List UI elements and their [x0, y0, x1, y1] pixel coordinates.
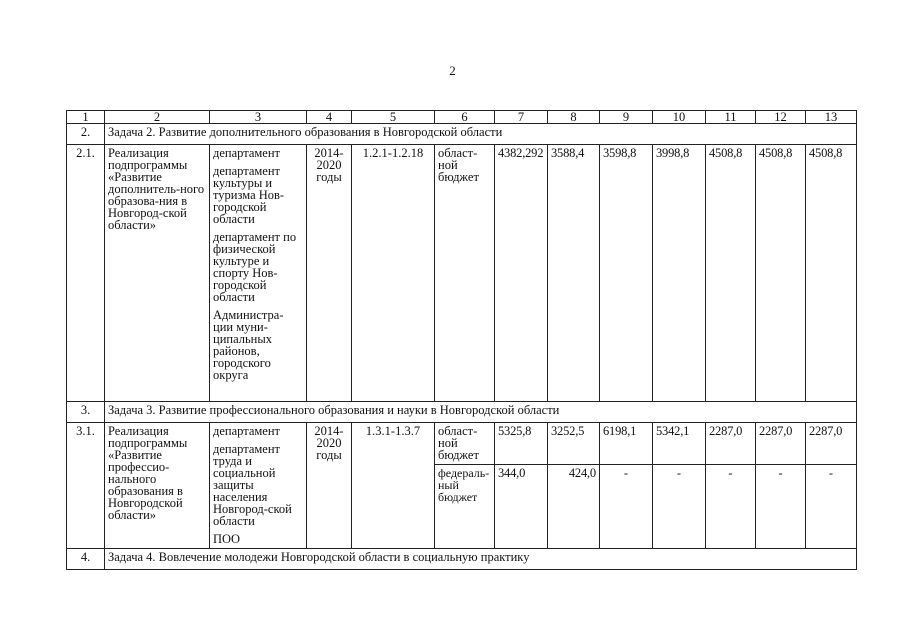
task-number: 4. — [67, 549, 105, 570]
header-cell: 13 — [806, 111, 857, 124]
task-title: Задача 2. Развитие дополнительного образования в Новгородской области — [105, 124, 857, 145]
executor: департамент труда и социальной защиты населения Новгород-ской области — [213, 442, 292, 528]
task-number: 3. — [67, 402, 105, 423]
value-cell: 2287,0 — [706, 423, 756, 465]
header-row — [67, 111, 857, 124]
value-cell: 3588,4 — [548, 145, 600, 402]
value-cell: 5342,1 — [653, 423, 706, 465]
header-cell: 11 — [706, 111, 756, 124]
period: 2014-2020 годы — [307, 423, 352, 549]
header-cell: 9 — [600, 111, 653, 124]
funding-source: федераль-ный бюджет — [435, 465, 495, 549]
header-cell: 2 — [105, 111, 210, 124]
executor: департамент по физической культуре и спорту Нов-городской области — [213, 230, 297, 304]
value-cell: 6198,1 — [600, 423, 653, 465]
header-cell: 10 — [653, 111, 706, 124]
executors-cell — [210, 145, 307, 402]
header-cell: 12 — [756, 111, 806, 124]
value-cell: - — [706, 465, 756, 549]
executors-cell — [210, 423, 307, 549]
activity-name: Реализация подпрограммы «Развитие профессио-нального образования в Новгородской области» — [105, 423, 210, 549]
header-cell: 8 — [548, 111, 600, 124]
executor: департамент — [213, 424, 281, 438]
value-cell: 2287,0 — [756, 423, 806, 465]
program-table — [66, 110, 857, 570]
header-cell: 6 — [435, 111, 495, 124]
value-cell: 2287,0 — [806, 423, 857, 465]
period: 2014-2020 годы — [307, 145, 352, 402]
header-cell: 4 — [307, 111, 352, 124]
header-cell: 5 — [352, 111, 435, 124]
value-cell: 424,0 — [548, 465, 600, 549]
header-cell: 1 — [67, 111, 105, 124]
value-cell: 3252,5 — [548, 423, 600, 465]
value-cell: 4508,8 — [706, 145, 756, 402]
row-number: 3.1. — [67, 423, 105, 549]
indicators: 1.2.1-1.2.18 — [352, 145, 435, 402]
header-cell: 7 — [495, 111, 548, 124]
table-row — [67, 145, 857, 402]
executor: департамент — [213, 146, 281, 160]
value-cell: 4508,8 — [756, 145, 806, 402]
page-number: 2 — [449, 63, 456, 78]
value-cell: - — [653, 465, 706, 549]
task-title: Задача 4. Вовлечение молодежи Новгородской области в социальную практику — [105, 549, 857, 570]
task-row — [67, 124, 857, 145]
value-cell: - — [756, 465, 806, 549]
value-cell: - — [806, 465, 857, 549]
row-number: 2.1. — [67, 145, 105, 402]
value-cell: - — [600, 465, 653, 549]
value-cell: 3598,8 — [600, 145, 653, 402]
executor: ПОО — [213, 532, 241, 546]
task-title: Задача 3. Развитие профессионального образования и науки в Новгородской области — [105, 402, 857, 423]
task-row — [67, 402, 857, 423]
funding-source: област-ной бюджет — [435, 423, 495, 465]
indicators: 1.3.1-1.3.7 — [352, 423, 435, 549]
funding-source: област-ной бюджет — [435, 145, 495, 402]
task-number: 2. — [67, 124, 105, 145]
executor: департамент культуры и туризма Нов-городской области — [213, 164, 285, 226]
value-cell: 4382,292 — [495, 145, 548, 402]
value-cell: 5325,8 — [495, 423, 548, 465]
executor: Администра-ции муни-ципальных районов, городского округа — [213, 308, 284, 382]
task-row — [67, 549, 857, 570]
header-cell: 3 — [210, 111, 307, 124]
table-row — [67, 423, 857, 465]
value-cell: 3998,8 — [653, 145, 706, 402]
value-cell: 4508,8 — [806, 145, 857, 402]
value-cell: 344,0 — [495, 465, 548, 549]
activity-name: Реализация подпрограммы «Развитие дополнитель-ного образова-ния в Новгород-ской области» — [105, 145, 210, 402]
